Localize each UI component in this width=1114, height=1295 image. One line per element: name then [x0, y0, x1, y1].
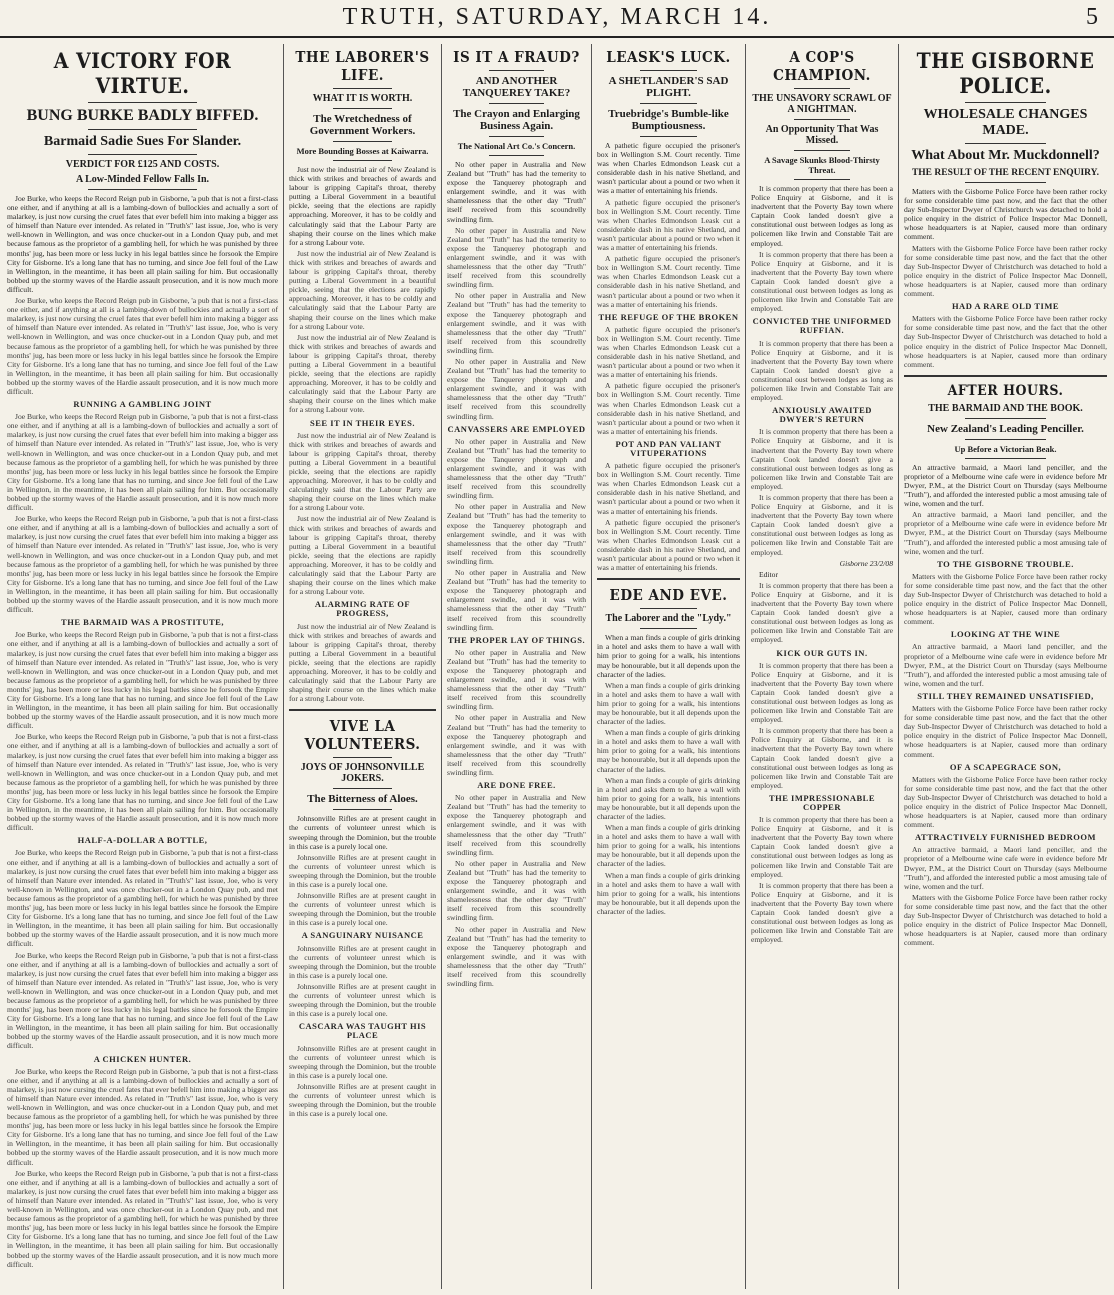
crosshead: ALARMING RATE OF PROGRESS, — [314, 599, 411, 619]
paragraph: Johnsonville Rifles are at present caught in the currents of volunteer unrest which is sweeping through the Dominion, but the trouble in this case is a purely local one. — [289, 814, 436, 851]
subhead-tanquerey: AND ANOTHER TANQUEREY TAKE? — [462, 75, 571, 99]
headline-ede: EDE AND EVE. — [609, 586, 728, 605]
divider — [88, 129, 196, 130]
divider — [333, 160, 392, 161]
crosshead: CONVICTED THE UNIFORMED RUFFIAN. — [752, 316, 892, 336]
crosshead: ANXIOUSLY AWAITED DWYER'S RETURN — [772, 405, 872, 425]
subhead-barmaid: Barmaid Sadie Sues For Slander. — [43, 134, 242, 149]
subhead-wretchedness: The Wretchedness of Government Workers. — [309, 113, 416, 137]
crosshead: ATTRACTIVELY FURNISHED BEDROOM — [915, 832, 1096, 843]
paragraph: It is common property that there has been a Police Enquiry at Gisborne, and it is inadvertent that the Poverty Bay town where Captain Cook landed doesn't give a constitutional oust between lodges as long as policemen like Irwin and Constable Tait are employed. — [751, 338, 893, 403]
paragraph: Matters with the Gisborne Police Force have been rather rocky for some considerable time past now, and the fact that the other day Sub-Inspector Dwyer of Christchurch was detached to hold a police enquiry in the district of Police Inspector Mac Donnell, whose headquarters is at Napier, caused more than ordinary comment. — [904, 187, 1107, 242]
headline-gisborne: THE GISBORNE POLICE. — [916, 48, 1095, 98]
paragraph: Matters with the Gisborne Police Force have been rather rocky for some considerable time past now, and the fact that the other day Sub-Inspector Dwyer of Christchurch was detached to hold a police enquiry in the district of Police Inspector Mac Donnell, whose headquarters is at Napier, caused more than ordinary comment. — [904, 314, 1107, 369]
paragraph: Joe Burke, who keeps the Record Reign pub in Gisborne, 'a pub that is not a first-class one either, and if anything at all is a lambing-down of bullockies and actually a sort of malarkey, is just now cursing the cruel fates that ever befell him into making a bigger ass of himself than Nature ever intended. As related in "Truth's" last issue, Joe, who is very well-known in Wellington, and was once chucker-out in a London Quay pub, and met because famous as the proprietor of a gambling hell, for which he was punished by three months' jug, has been more or less lucky in his legal battles since he forsook the Empire City for Gisborne. It's a long lane that has no turning, and since Joe fell foul of the Law in Wellington, in the meantime, it has been all plain sailing for him. But occasionally bobbed up the stormy waves of the Hardie assault prosecution, and it is now much more difficult. — [7, 412, 278, 513]
subhead-national-art: The National Art Co.'s Concern. — [457, 141, 576, 151]
paragraph: A pathetic figure occupied the prisoner's box in Wellington S.M. Court recently. Time was when Charles Edmondson Leask cut a considerable dash in his native Shetland, and wasn't particular about a pound or two when it was a matter of entertaining his friends. — [597, 141, 740, 196]
article-body-cops — [751, 184, 893, 944]
divider — [965, 182, 1046, 183]
paragraph: A pathetic figure occupied the prisoner's box in Wellington S.M. Court recently. Time was when Charles Edmondson Leask cut a considerable dash in his native Shetland, and wasn't particular about a pound or two when it was a matter of entertaining his friends. — [597, 517, 740, 573]
divider — [333, 788, 392, 789]
crosshead: THE PROPER LAY OF THINGS. — [447, 634, 586, 645]
paragraph: A pathetic figure occupied the prisoner's box in Wellington S.M. Court recently. Time was when Charles Edmondson Leask cut a considerable dash in his native Shetland, and wasn't particular about a pound or two when it was a matter of entertaining his friends. — [597, 197, 740, 253]
paragraph: No other paper in Australia and New Zealand but "Truth" has had the temerity to expose the Tanquerey photograph and enlargement swindle, and it was with shamelessness that the other day "Truth" itself received from this scoundrelly swindling firm. — [447, 713, 586, 777]
divider — [640, 103, 697, 104]
crosshead: A SANGUINARY NUISANCE — [301, 930, 424, 941]
divider — [597, 578, 740, 580]
crosshead: RUNNING A GAMBLING JOINT — [73, 399, 212, 410]
paragraph: Just now the industrial air of New Zealand is thick with strikes and breaches of awards and labour is gripping Capital's throat, thereby putting a Liberal Government in a beautiful pickle, seeing that the elections are rapidly approaching. Moreover, it has to be coldly and calculatingly said that the Labour Party are shaping their course on the lines which make for a strong Labour vote. — [289, 621, 436, 704]
divider — [333, 141, 392, 142]
subhead-result: THE RESULT OF THE RECENT ENQUIRY. — [911, 168, 1100, 178]
subhead-opportunity: An Opportunity That Was Missed. — [765, 124, 879, 146]
divider — [489, 155, 545, 156]
paragraph: An attractive barmaid, a Maori land penciller, and the proprietor of a Melbourne wine cafe were in evidence before Mr Dwyer, P.M., at the District Court on Thursday (says Melbourne "Truth"), and afforded the interested public a most amusing tale of wine, women and the turf. — [904, 845, 1107, 891]
crosshead: OF A SCAPEGRACE SON, — [949, 761, 1062, 772]
paragraph: No other paper in Australia and New Zealand but "Truth" has had the temerity to expose the Tanquerey photograph and enlargement swindle, and it was with shamelessness that the other day "Truth" itself received from this scoundrelly swindling firm. — [447, 568, 586, 632]
paragraph: No other paper in Australia and New Zealand but "Truth" has had the temerity to expose the Tanquerey photograph and enlargement swindle, and it was with shamelessness that the other day "Truth" itself received from this scoundrelly swindling firm. — [447, 356, 586, 421]
divider — [88, 189, 196, 190]
paragraph: It is common property that there has been a Police Enquiry at Gisborne, and it is inadvertent that the Poverty Bay town where Captain Cook landed doesn't give a constitutional oust between lodges as long as policemen like Irwin and Constable Tait are employed. — [751, 726, 893, 790]
paragraph: No other paper in Australia and New Zealand but "Truth" has had the temerity to expose the Tanquerey photograph and enlargement swindle, and it was with shamelessness that the other day "Truth" itself received from this scoundrelly swindling firm. — [447, 291, 586, 355]
paragraph: No other paper in Australia and New Zealand but "Truth" has had the temerity to expose the Tanquerey photograph and enlargement swindle, and it was with shamelessness that the other day "Truth" itself received from this scoundrelly swindling firm. — [447, 858, 586, 923]
divider — [904, 375, 1107, 377]
subhead-muckdonnell: What About Mr. Muckdonnell? — [911, 148, 1100, 163]
divider — [965, 143, 1046, 144]
crosshead: TO THE GISBORNE TROUBLE. — [937, 558, 1074, 569]
paragraph: Joe Burke, who keeps the Record Reign pub in Gisborne, 'a pub that is not a first-class one either, and if anything at all is a lambing-down of bullockies and actually a sort of malarkey, is just now cursing the cruel fates that ever befell him into making a bigger ass of himself than Nature ever intended. As related in "Truth's" last issue, Joe, who is very well-known in Wellington, and was once chucker-out in a London Quay pub, and met because famous as the proprietor of a gambling hell, for which he was punished by three months' jug, has been more or less lucky in his legal battles since he forsook the Empire City for Gisborne. It's a long lane that has no turning, and since Joe fell foul of the Law in Wellington, in the meantime, it has been all plain sailing for him. But occasionally bobbed up the stormy waves of the Hardie assault prosecution, and it is now much more difficult. — [7, 296, 278, 396]
subhead-worth: WHAT IT IS WORTH. — [312, 93, 413, 104]
divider — [333, 757, 392, 758]
crosshead: POT AND PAN VALIANT VITUPERATIONS — [615, 438, 722, 458]
column-leask — [591, 44, 745, 1289]
divider — [640, 136, 697, 137]
page-number: 5 — [1086, 4, 1098, 30]
paragraph: No other paper in Australia and New Zealand but "Truth" has had the temerity to expose the Tanquerey photograph and enlargement swindle, and it was with shamelessness that the other day "Truth" itself received from this scoundrelly swindling firm. — [447, 436, 586, 501]
subhead-barmaid-book: THE BARMAID AND THE BOOK. — [928, 402, 1083, 414]
divider — [965, 458, 1046, 459]
paragraph: An attractive barmaid, a Maori land penciller, and the proprietor of a Melbourne wine cafe were in evidence before Mr Dwyer, P.M., at the District Court on Thursday (says Melbourne "Truth"), and afforded the interested public a most amusing tale of wine, women and the turf. — [904, 642, 1107, 688]
divider — [794, 179, 851, 180]
divider — [489, 136, 545, 137]
article-body-fraud — [447, 160, 586, 988]
column-cops — [745, 44, 898, 1289]
paragraph: When a man finds a couple of girls drinking in a hotel and asks them to have a wall with him prior to going for a walk, his intentions may be honourable, but it all depends upon the character of the ladies. — [597, 633, 740, 679]
paragraph: Matters with the Gisborne Police Force have been rather rocky for some considerable time past now, and the fact that the other day Sub-Inspector Dwyer of Christchurch was detached to hold a police enquiry in the district of Police Inspector Mac Donnell, whose headquarters is at Napier, caused more than ordinary comment. — [904, 571, 1107, 627]
paragraph: It is common property that there has been a Police Enquiry at Gisborne, and it is inadvertent that the Poverty Bay town where Captain Cook landed doesn't give a constitutional oust between lodges as long as policemen like Irwin and Constable Tait are employed. — [751, 880, 893, 945]
paragraph: It is common property that there has been a Police Enquiry at Gisborne, and it is inadvertent that the Poverty Bay town where Captain Cook landed doesn't give a constitutional oust between lodges as long as policemen like Irwin and Constable Tait are employed. — [751, 427, 893, 491]
divider — [640, 608, 697, 609]
crosshead: SEE IT IN THEIR EYES. — [310, 417, 415, 428]
paragraph: No other paper in Australia and New Zealand but "Truth" has had the temerity to expose the Tanquerey photograph and enlargement swindle, and it was with shamelessness that the other day "Truth" itself received from this scoundrelly swindling firm. — [447, 502, 586, 566]
subhead-low-minded: A Low-Minded Fellow Falls In. — [75, 174, 210, 185]
paragraph: Johnsonville Rifles are at present caught in the currents of volunteer unrest which is sweeping through the Dominion, but the trouble in this case is a purely local one. — [289, 891, 436, 928]
paragraph: When a man finds a couple of girls drinking in a hotel and asks them to have a wall with him prior to going for a walk, his intentions may be honourable, but it all depends upon the character of the ladies. — [597, 823, 740, 869]
article-body-ede — [597, 633, 740, 916]
subhead-johnsonville: JOYS OF JOHNSONVILLE JOKERS. — [300, 762, 425, 785]
paragraph: Joe Burke, who keeps the Record Reign pub in Gisborne, 'a pub that is not a first-class one either, and if anything at all is a lambing-down of bullockies and actually a sort of malarkey, is just now cursing the cruel fates that ever befell him into making a bigger ass of himself than Nature ever intended. As related in "Truth's" last issue, Joe, who is very well-known in Wellington, and was once chucker-out in a London Quay pub, and met because famous as the proprietor of a gambling hell, for which he was punished by three months' jug, has been more or less lucky in his legal battles since he forsook the Empire City for Gisborne. It's a long lane that has no turning, and since Joe fell foul of the Law in Wellington, in the meantime, it has been all plain sailing for him. But occasionally bobbed up the stormy waves of the Hardie assault prosecution, and it is now much more difficult. — [7, 848, 278, 949]
paragraph: A pathetic figure occupied the prisoner's box in Wellington S.M. Court recently. Time was when Charles Edmondson Leask cut a considerable dash in his native Shetland, and wasn't particular about a pound or two when it was a matter of entertaining his friends. — [597, 254, 740, 309]
paragraph: A pathetic figure occupied the prisoner's box in Wellington S.M. Court recently. Time was when Charles Edmondson Leask cut a considerable dash in his native Shetland, and wasn't particular about a pound or two when it was a matter of entertaining his friends. — [597, 324, 740, 380]
paragraph: An attractive barmaid, a Maori land penciller, and the proprietor of a Melbourne wine cafe were in evidence before Mr Dwyer, P.M., at the District Court on Thursday (says Melbourne "Truth"), and afforded the interested public a most amusing tale of wine, women and the turf. — [904, 462, 1107, 509]
subhead-shetlander: A SHETLANDER'S SAD PLIGHT. — [608, 75, 729, 99]
paragraph: It is common property that there has been a Police Enquiry at Gisborne, and it is inadvertent that the Poverty Bay town where Captain Cook landed doesn't give a constitutional oust between lodges as long as policemen like Irwin and Constable Tait are employed. — [751, 580, 893, 645]
crosshead: HALF-A-DOLLAR A BOTTLE, — [77, 835, 208, 846]
paragraph: Johnsonville Rifles are at present caught in the currents of volunteer unrest which is sweeping through the Dominion, but the trouble in this case is a purely local one. — [289, 1043, 436, 1080]
subhead-verdict: VERDICT FOR £125 AND COSTS. — [65, 159, 220, 170]
divider — [965, 102, 1046, 103]
headline-victory: A VICTORY FOR VIRTUE. — [53, 48, 232, 98]
subhead-crayon: The Crayon and Enlarging Business Again. — [453, 108, 580, 132]
paragraph: Joe Burke, who keeps the Record Reign pub in Gisborne, 'a pub that is not a first-class one either, and if anything at all is a lambing-down of bullockies and actually a sort of malarkey, is just now cursing the cruel fates that ever befell him into making a bigger ass of himself than Nature ever intended. As related in "Truth's" last issue, Joe, who is very well-known in Wellington, and was once chucker-out in a London Quay pub, and met because famous as the proprietor of a gambling hell, for which he was punished by three months' jug, has been more or less lucky in his legal battles since he forsook the Empire City for Gisborne. It's a long lane that has no turning, and since Joe fell foul of the Law in Wellington, in the meantime, it has been all plain sailing for him. But occasionally bobbed up the stormy waves of the Hardie assault prosecution, and it is now much more difficult. — [7, 630, 278, 731]
divider — [88, 102, 196, 103]
paragraph: Matters with the Gisborne Police Force have been rather rocky for some considerable time past now, and the fact that the other day Sub-Inspector Dwyer of Christchurch was detached to hold a police enquiry in the district of Police Inspector Mac Donnell, whose headquarters is at Napier, caused more than ordinary comment. — [904, 704, 1107, 759]
headline-fraud: IS IT A FRAUD? — [453, 48, 580, 66]
subhead-aloes: The Bitterness of Aloes. — [307, 793, 418, 806]
subhead-skunk: A Savage Skunks Blood-Thirsty Threat. — [764, 155, 880, 175]
crosshead: CANVASSERS ARE EMPLOYED — [447, 423, 586, 434]
paragraph: Just now the industrial air of New Zealand is thick with strikes and breaches of awards and labour is gripping Capital's throat, thereby putting a Liberal Government in a beautiful pickle, seeing that the elections are rapidly approaching. Moreover, it has to be coldly and calculatingly said that the Labour Party are shaping their course on the lines which make for a strong Labour vote. — [289, 332, 436, 415]
paragraph: Joe Burke, who keeps the Record Reign pub in Gisborne, 'a pub that is not a first-class one either, and if anything at all is a lambing-down of bullockies and actually a sort of malarkey, is just now cursing the cruel fates that ever befell him into making a bigger ass of himself than Nature ever intended. As related in "Truth's" last issue, Joe, who is very well-known in Wellington, and was once chucker-out in a London Quay pub, and met because famous as the proprietor of a gambling hell, for which he was punished by three months' jug, has been more or less lucky in his legal battles since he forsook the Empire City for Gisborne. It's a long lane that has no turning, and since Joe fell foul of the Law in Wellington, in the meantime, it has been all plain sailing for him. But occasionally bobbed up the stormy waves of the Hardie assault prosecution, and it is now much more difficult. — [7, 514, 278, 615]
paragraph: No other paper in Australia and New Zealand but "Truth" has had the temerity to expose the Tanquerey photograph and enlargement swindle, and it was with shamelessness that the other day "Truth" itself received from this scoundrelly swindling firm. — [447, 160, 586, 224]
paragraph: When a man finds a couple of girls drinking in a hotel and asks them to have a wall with him prior to going for a walk, his intentions may be honourable, but it all depends upon the character of the ladies. — [597, 870, 740, 916]
paragraph: Matters with the Gisborne Police Force have been rather rocky for some considerable time past now, and the fact that the other day Sub-Inspector Dwyer of Christchurch was detached to hold a police enquiry in the district of Police Inspector Mac Donnell, whose headquarters is at Napier, caused more than ordinary comment. — [904, 774, 1107, 830]
article-body-gisborne — [904, 187, 1107, 369]
article-body-volunteers — [289, 814, 436, 1118]
column-labourer — [283, 44, 441, 1289]
paragraph: No other paper in Australia and New Zealand but "Truth" has had the temerity to expose the Tanquerey photograph and enlargement swindle, and it was with shamelessness that the other day "Truth" itself received from this scoundrelly swindling firm. — [447, 793, 586, 857]
paragraph: No other paper in Australia and New Zealand but "Truth" has had the temerity to expose the Tanquerey photograph and enlargement swindle, and it was with shamelessness that the other day "Truth" itself received from this scoundrelly swindling firm. — [447, 647, 586, 712]
paragraph: It is common property that there has been a Police Enquiry at Gisborne, and it is inadvertent that the Poverty Bay town where Captain Cook landed doesn't give a constitutional oust between lodges as long as policemen like Irwin and Constable Tait are employed. — [751, 184, 893, 248]
subhead-victorian-beak: Up Before a Victorian Beak. — [954, 443, 1057, 454]
paragraph: It is common property that there has been a Police Enquiry at Gisborne, and it is inadvertent that the Poverty Bay town where Captain Cook landed doesn't give a constitutional oust between lodges as long as policemen like Irwin and Constable Tait are employed. — [751, 493, 893, 557]
column-fraud — [441, 44, 591, 1289]
crosshead: A CHICKEN HUNTER. — [93, 1053, 192, 1064]
paragraph: It is common property that there has been a Police Enquiry at Gisborne, and it is inadvertent that the Poverty Bay town where Captain Cook landed doesn't give a constitutional oust between lodges as long as policemen like Irwin and Constable Tait are employed. — [751, 815, 893, 879]
article-body-leask — [597, 141, 740, 572]
paragraph: Johnsonville Rifles are at present caught in the currents of volunteer unrest which is sweeping through the Dominion, but the trouble in this case is a purely local one. — [289, 1081, 436, 1119]
paragraph: Just now the industrial air of New Zealand is thick with strikes and breaches of awards and labour is gripping Capital's throat, thereby putting a Liberal Government in a beautiful pickle, seeing that the elections are rapidly approaching. Moreover, it has to be coldly and calculatingly said that the Labour Party are shaping their course on the lines which make for a strong Labour vote. — [289, 514, 436, 597]
paragraph: When a man finds a couple of girls drinking in a hotel and asks them to have a wall with him prior to going for a walk, his intentions may be honourable, but it all depends upon the character of the ladies. — [597, 775, 740, 821]
paragraph: No other paper in Australia and New Zealand but "Truth" has had the temerity to expose the Tanquerey photograph and enlargement swindle, and it was with shamelessness that the other day "Truth" itself received from this scoundrelly swindling firm. — [447, 225, 586, 290]
paragraph: Joe Burke, who keeps the Record Reign pub in Gisborne, 'a pub that is not a first-class one either, and if anything at all is a lambing-down of bullockies and actually a sort of malarkey, is just now cursing the cruel fates that ever befell him into making a bigger ass of himself than Nature ever intended. As related in "Truth's" last issue, Joe, who is very well-known in Wellington, and was once chucker-out in a London Quay pub, and met because famous as the proprietor of a gambling hell, for which he was punished by three months' jug, has been more or less lucky in his legal battles since he forsook the Empire City for Gisborne. It's a long lane that has no turning, and since Joe fell foul of the Law in Wellington, in the meantime, it has been all plain sailing for him. But occasionally bobbed up the stormy waves of the Hardie assault prosecution, and it is now much more difficult. — [7, 732, 278, 833]
subhead-bung-burke: BUNG BURKE BADLY BIFFED. — [26, 107, 259, 124]
paragraph: Johnsonville Rifles are at present caught in the currents of volunteer unrest which is sweeping through the Dominion, but the trouble in this case is a purely local one. — [289, 852, 436, 889]
subhead-penciller: New Zealand's Leading Penciller. — [927, 422, 1084, 435]
divider — [333, 809, 392, 810]
subhead-truebridge: Truebridge's Bumble-like Bumptiousness. — [608, 108, 729, 132]
crosshead: THE IMPRESSIONABLE COPPER — [768, 792, 876, 812]
headline-after-hours: AFTER HOURS. — [947, 382, 1064, 399]
paragraph: Joe Burke, who keeps the Record Reign pub in Gisborne, 'a pub that is not a first-class one either, and if anything at all is a lambing-down of bullockies and actually a sort of malarkey, is just now cursing the cruel fates that ever befell him into making a bigger ass of himself than Nature ever intended. As related in "Truth's" last issue, Joe, who is very well-known in Wellington, and was once chucker-out in a London Quay pub, and met because famous as the proprietor of a gambling hell, for which he was punished by three months' jug, has been more or less lucky in his legal battles since he forsook the Empire City for Gisborne. It's a long lane that has no turning, and since Joe fell foul of the Law in Wellington, in the meantime, it has been all plain sailing for him. But occasionally bobbed up the stormy waves of the Hardie assault prosecution, and it is now much more difficult. — [7, 1168, 278, 1269]
crosshead: HAD A RARE OLD TIME — [951, 301, 1060, 312]
dateline: Gisborne 23/2/08 — [839, 558, 893, 568]
headline-labourer: THE LABORER'S LIFE. — [295, 48, 430, 84]
column-victory — [2, 44, 283, 1289]
article-body-victory — [7, 194, 278, 1269]
divider — [489, 70, 545, 71]
crosshead: STILL THEY REMAINED UNSATISFIED, — [917, 690, 1094, 701]
subhead-lydy: The Laborer and the "Lydy." — [605, 613, 732, 625]
divider — [333, 88, 392, 89]
divider — [965, 439, 1046, 440]
subhead-wholesale: WHOLESALE CHANGES MADE. — [923, 107, 1088, 138]
divider — [640, 70, 697, 71]
divider — [794, 150, 851, 151]
paragraph: It is common property that there has been a Police Enquiry at Gisborne, and it is inadvertent that the Poverty Bay town where Captain Cook landed doesn't give a constitutional oust between lodges as long as policemen like Irwin and Constable Tait are employed. — [751, 249, 893, 314]
paragraph: A pathetic figure occupied the prisoner's box in Wellington S.M. Court recently. Time was when Charles Edmondson Leask cut a considerable dash in his native Shetland, and wasn't particular about a pound or two when it was a matter of entertaining his friends. — [597, 461, 740, 516]
paragraph: Just now the industrial air of New Zealand is thick with strikes and breaches of awards and labour is gripping Capital's throat, thereby putting a Liberal Government in a beautiful pickle, seeing that the elections are rapidly approaching. Moreover, it has to be coldly and calculatingly said that the Labour Party are shaping their course on the lines which make for a strong Labour vote. — [289, 430, 436, 513]
crosshead: THE BARMAID WAS A PROSTITUTE, — [61, 617, 224, 628]
letter-salutation: Editor — [759, 569, 778, 579]
crosshead: CASCARA WAS TAUGHT HIS PLACE — [298, 1021, 427, 1041]
subhead-nightman: THE UNSAVORY SCRAWL OF A NIGHTMAN. — [752, 93, 892, 115]
paragraph: Matters with the Gisborne Police Force have been rather rocky for some considerable time past now, and the fact that the other day Sub-Inspector Dwyer of Christchurch was detached to hold a police enquiry in the district of Police Inspector Mac Donnell, whose headquarters is at Napier, caused more than ordinary comment. — [904, 243, 1107, 299]
paragraph: Matters with the Gisborne Police Force have been rather rocky for some considerable time past now, and the fact that the other day Sub-Inspector Dwyer of Christchurch was detached to hold a police enquiry in the district of Police Inspector Mac Donnell, whose headquarters is at Napier, caused more than ordinary comment. — [904, 892, 1107, 948]
masthead — [0, 0, 1114, 38]
paragraph: Just now the industrial air of New Zealand is thick with strikes and breaches of awards and labour is gripping Capital's throat, thereby putting a Liberal Government in a beautiful pickle, seeing that the elections are rapidly approaching. Moreover, it has to be coldly and calculatingly said that the Labour Party are shaping their course on the lines which make for a strong Labour vote. — [289, 165, 436, 247]
paragraph: No other paper in Australia and New Zealand but "Truth" has had the temerity to expose the Tanquerey photograph and enlargement swindle, and it was with shamelessness that the other day "Truth" itself received from this scoundrelly swindling firm. — [447, 924, 586, 989]
crosshead: THE REFUGE OF THE BROKEN — [598, 311, 739, 322]
divider — [794, 88, 851, 89]
paragraph: Johnsonville Rifles are at present caught in the currents of volunteer unrest which is sweeping through the Dominion, but the trouble in this case is a purely local one. — [289, 981, 436, 1019]
article-body-labourer — [289, 165, 436, 703]
divider — [333, 108, 392, 109]
column-gisborne — [898, 44, 1112, 1289]
divider — [794, 119, 851, 120]
crosshead: LOOKING AT THE WINE — [950, 629, 1061, 640]
paragraph: Joe Burke, who keeps the Record Reign pub in Gisborne, 'a pub that is not a first-class one either, and if anything at all is a lambing-down of bullockies and actually a sort of malarkey, is just now cursing the cruel fates that ever befell him into making a bigger ass of himself than Nature ever intended. As related in "Truth's" last issue, Joe, who is very well-known in Wellington, and was once chucker-out in a London Quay pub, and met because famous as the proprietor of a gambling hell, for which he was punished by three months' jug, has been more or less lucky in his legal battles since he forsook the Empire City for Gisborne. It's a long lane that has no turning, and since Joe fell foul of the Law in Wellington, in the meantime, it has been all plain sailing for him. But occasionally bobbed up the stormy waves of the Hardie assault prosecution, and it is now much more difficult. — [7, 950, 278, 1051]
paragraph: Joe Burke, who keeps the Record Reign pub in Gisborne, 'a pub that is not a first-class one either, and if anything at all is a lambing-down of bullockies and actually a sort of malarkey, is just now cursing the cruel fates that ever befell him into making a bigger ass of himself than Nature ever intended. As related in "Truth's" last issue, Joe, who is very well-known in Wellington, and was once chucker-out in a London Quay pub, and met because famous as the proprietor of a gambling hell, for which he was punished by three months' jug, has been more or less lucky in his legal battles since he forsook the Empire City for Gisborne. It's a long lane that has no turning, and since Joe fell foul of the Law in Wellington, in the meantime, it has been all plain sailing for him. But occasionally bobbed up the stormy waves of the Hardie assault prosecution, and it is now much more difficult. — [7, 194, 278, 294]
paragraph: It is common property that there has been a Police Enquiry at Gisborne, and it is inadvertent that the Poverty Bay town where Captain Cook landed doesn't give a constitutional oust between lodges as long as policemen like Irwin and Constable Tait are employed. — [751, 660, 893, 725]
headline-cops: A COP'S CHAMPION. — [773, 48, 871, 84]
subhead-bosses: More Bounding Bosses at Kaiwarra. — [296, 146, 429, 156]
divider — [965, 418, 1046, 419]
crosshead: KICK OUR GUTS IN. — [776, 647, 868, 658]
divider — [489, 103, 545, 104]
paragraph: An attractive barmaid, a Maori land penciller, and the proprietor of a Melbourne wine cafe were in evidence before Mr Dwyer, P.M., at the District Court on Thursday (says Melbourne "Truth"), and afforded the interested public a most amusing tale of wine, women and the turf. — [904, 510, 1107, 556]
paragraph: A pathetic figure occupied the prisoner's box in Wellington S.M. Court recently. Time was when Charles Edmondson Leask cut a considerable dash in his native Shetland, and wasn't particular about a pound or two when it was a matter of entertaining his friends. — [597, 381, 740, 436]
newspaper-title: TRUTH, SATURDAY, MARCH 14. — [342, 4, 772, 30]
paragraph: Johnsonville Rifles are at present caught in the currents of volunteer unrest which is sweeping through the Dominion, but the trouble in this case is a purely local one. — [289, 943, 436, 980]
divider — [640, 628, 697, 629]
headline-leask: LEASK'S LUCK. — [606, 48, 731, 66]
headline-volunteers: VIVE LA VOLUNTEERS. — [304, 717, 421, 754]
paragraph: When a man finds a couple of girls drinking in a hotel and asks them to have a wall with him prior to going for a walk, his intentions may be honourable, but it all depends upon the character of the ladies. — [597, 680, 740, 727]
article-body-after-hours — [904, 463, 1107, 948]
paragraph: Just now the industrial air of New Zealand is thick with strikes and breaches of awards and labour is gripping Capital's throat, thereby putting a Liberal Government in a beautiful pickle, seeing that the elections are rapidly approaching. Moreover, it has to be coldly and calculatingly said that the Labour Party are shaping their course on the lines which make for a strong Labour vote. — [289, 248, 436, 331]
divider — [88, 154, 196, 155]
divider — [289, 709, 436, 711]
paragraph: When a man finds a couple of girls drinking in a hotel and asks them to have a wall with him prior to going for a walk, his intentions may be honourable, but it all depends upon the character of the ladies. — [597, 728, 740, 774]
crosshead: ARE DONE FREE. — [477, 780, 556, 791]
paragraph: Joe Burke, who keeps the Record Reign pub in Gisborne, 'a pub that is not a first-class one either, and if anything at all is a lambing-down of bullockies and actually a sort of malarkey, is just now cursing the cruel fates that ever befell him into making a bigger ass of himself than Nature ever intended. As related in "Truth's" last issue, Joe, who is very well-known in Wellington, and was once chucker-out in a London Quay pub, and met because famous as the proprietor of a gambling hell, for which he was punished by three months' jug, has been more or less lucky in his legal battles since he forsook the Empire City for Gisborne. It's a long lane that has no turning, and since Joe fell foul of the Law in Wellington, in the meantime, it has been all plain sailing for him. But occasionally bobbed up the stormy waves of the Hardie assault prosecution, and it is now much more difficult. — [7, 1066, 278, 1167]
